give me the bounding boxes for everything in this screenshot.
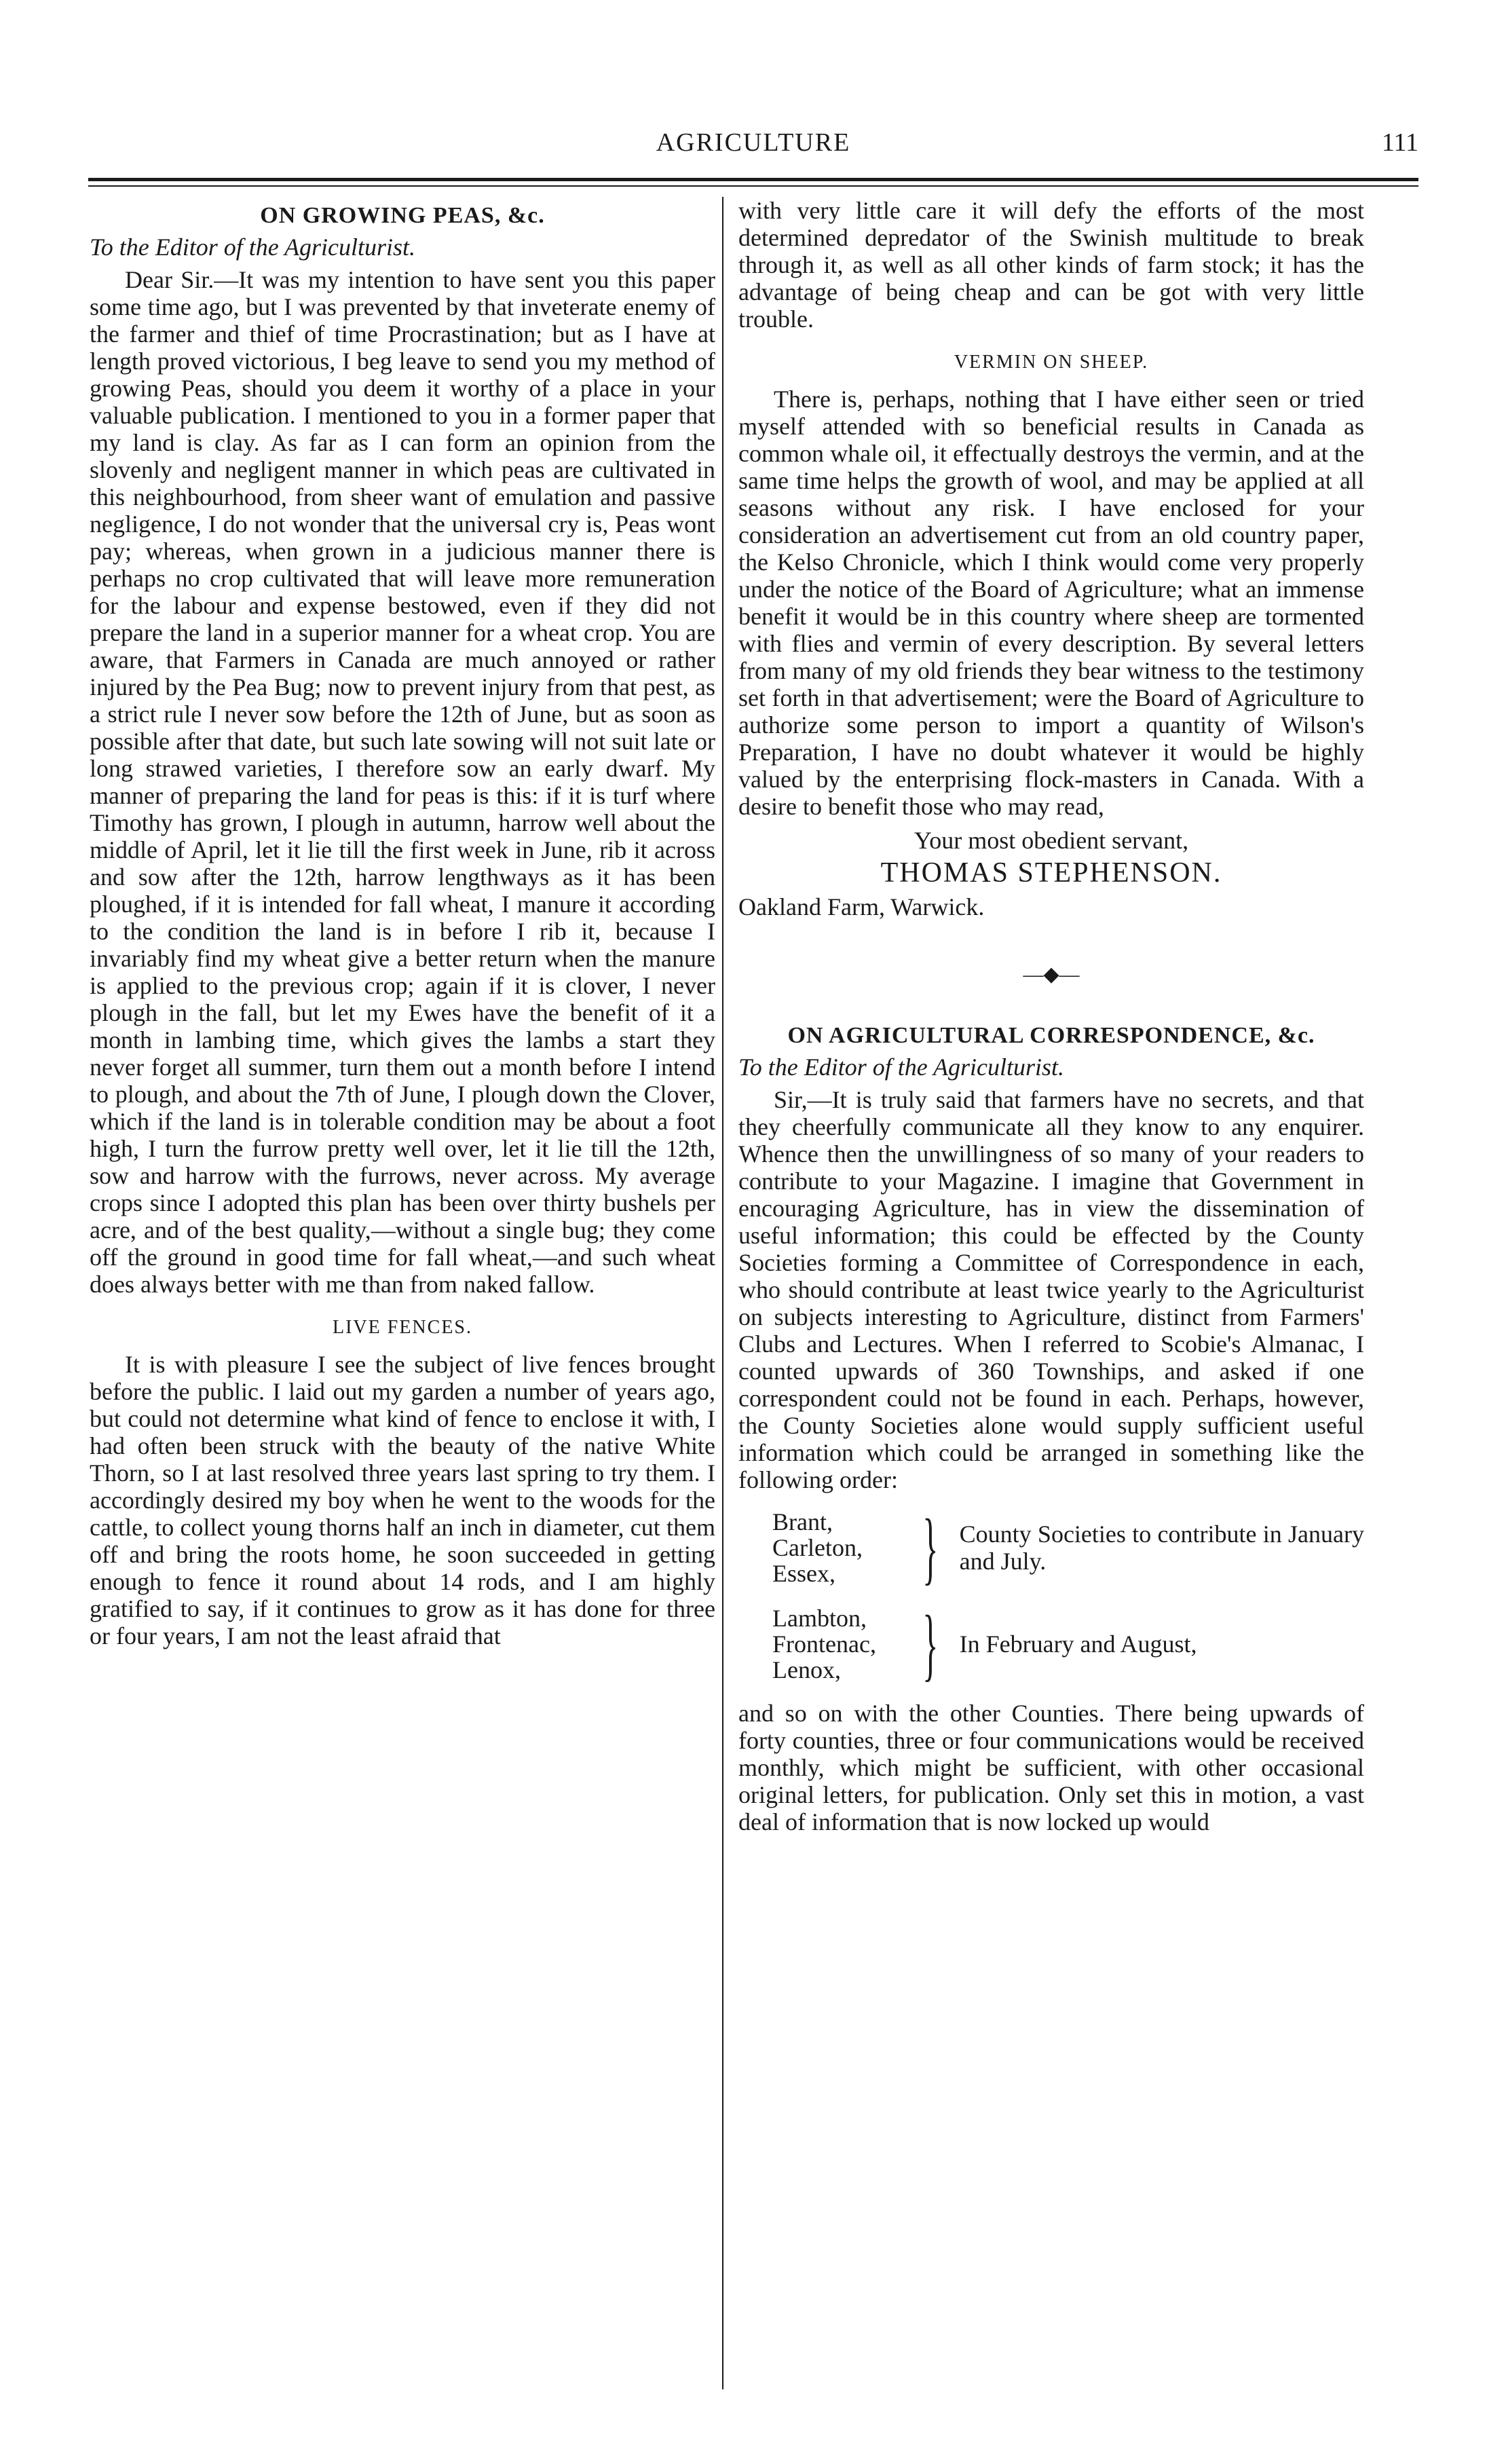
page-number: 111 (1381, 128, 1418, 157)
county-name: Brant, (772, 1508, 833, 1535)
signature: THOMAS STEPHENSON. (880, 857, 1222, 889)
editor-address-2: To the Editor of the Agriculturist. (738, 1053, 1065, 1081)
county-name: Lambton, (772, 1605, 867, 1632)
closing-line: Your most obedient servant, (914, 827, 1189, 854)
brace-icon: } (922, 1502, 939, 1592)
right-column (738, 197, 1364, 1835)
article-body-growing-peas: Dear Sir.—It was my intention to have sent you this paper some time ago, but I was prevented by that inveterate enemy of the farmer and thief of time Procrastination; but as I have at length proved victorious, I beg leave to send you my method of growing Peas, should you deem it worthy of a place in your valuable publication. I mentioned to you in a former paper that my land is clay. As far as I can form an opinion from the slovenly and negligent manner in which peas are cultivated in this neighbourhood, from sheer want of emulation and passive negligence, I do not wonder that the universal cry is, Peas wont pay; whereas, when grown in a judicious manner there is perhaps no crop cultivated that will leave more remuneration for the labour and expense bestowed, even if they did not prepare the land in a superior manner for a wheat crop. You are aware, that Farmers in Canada are much annoyed or rather injured by the Pea Bug; now to prevent injury from that pest, as a strict rule I never sow before the 12th of June, but as soon as possible after that date, but such late sowing will not suit late or long strawed varieties, I therefore sow an early dwarf. My manner of preparing the land for peas is this: if it is turf where Timothy has grown, I plough in autumn, harrow well about the middle of April, let it lie till the first week in June, rib it across and sow after the 12th, harrow lengthways as it has been ploughed, if it is intended for fall wheat, I manure it according to the condition the land is in before I rib it, because I invariably find my wheat give a better return when the manure is applied to the previous crop; again if it is clover, I never plough in the fall, but let my Ewes have the benefit of it a month in lambing time, which gives the lambs a start they never forget all summer, turn them out a month before I intend to plough, and about the 7th of June, I plough down the Clover, which if the land is in tolerable condition may be about a foot high, I turn the furrow pretty well over, let it lie till the 12th, sow and harrow with the furrows, never across. My average crops since I adopted this plan has been over thirty bushels per acre, and of the best quality,—without a single bug; they come off the ground in good time for fall wheat,—and such wheat does always better with me than from naked fallow. (90, 266, 715, 1298)
column-divider (722, 197, 723, 2389)
header-rule (88, 178, 1418, 187)
article-body-correspondence: Sir,—It is truly said that farmers have no secrets, and that they cheerfully communicate all they know to any enquirer. Whence then the unwillingness of so many of your readers to contribute to your Magazine. I imagine that Government in encouraging Agriculture, has in view the dissemination of useful information; this could be effected by the County Societies forming a Committee of Correspondence in each, who should contribute at least twice yearly to the Agriculturist on subjects interesting to Agriculture, distinct from Farmers' Clubs and Lectures. When I referred to Scobie's Almanac, I counted upwards of 360 Townships, and asked if one correspondent could not be found in each. Perhaps, however, the County Societies alone would supply sufficient useful information which could be arranged in something like the following order: (738, 1086, 1364, 1493)
brace-icon: } (922, 1599, 939, 1689)
editor-address: To the Editor of the Agriculturist. (90, 234, 416, 261)
article-body-live-fences: It is with pleasure I see the subject of live fences brought before the public. I laid out my garden a number of years ago, but could not determine what kind of fence to enclose it with, I had often been struck with the beauty of the native White Thorn, so I at last resolved three years last spring to try them. I accordingly desired my boy when he went to the woods for the cattle, to collect young thorns half an inch in diameter, cut them off and bring the roots home, he soon succeeded in getting enough to fence it round about 14 rods, and I am highly gratified to say, if it continues to grow as it has done for three or four years, I am not the least afraid that (90, 1351, 715, 1649)
article-body-correspondence-end: and so on with the other Counties. There being upwards of forty counties, three or four communications would be received monthly, which might be sufficient, with other occasional original letters, for publication. Only set this in motion, a vast deal of information that is now locked up would (738, 1700, 1364, 1835)
article-title-growing-peas: ON GROWING PEAS, &c. (260, 203, 545, 228)
signature-address: Oakland Farm, Warwick. (738, 893, 985, 920)
left-column (90, 197, 715, 1649)
county-name: Frontenac, (772, 1630, 876, 1658)
article-title-correspondence: ON AGRICULTURAL CORRESPONDENCE, &c. (787, 1023, 1315, 1048)
county-group-1-text: County Societies to contribute in January and July. (959, 1520, 1364, 1575)
article-body-vermin-on-sheep: There is, perhaps, nothing that I have either seen or tried myself attended with so beneficial results in Canada as common whale oil, it effectually destroys the vermin, and at the same time helps the growth of wool, and may be applied at all seasons without any risk. I have enclosed for your consideration an advertisement cut from an old country paper, the Kelso Chronicle, which I think would come very properly under the notice of the Board of Agriculture; what an immense benefit it would be in this country where sheep are tormented with flies and vermin of every description. By several letters from many of my old friends they bear witness to the testimony set forth in that advertisement; were the Board of Agriculture to authorize some person to import a quantity of Wilson's Preparation, I have no doubt whatever it would be highly valued by the enterprising flock-masters in Canada. With a desire to benefit those who may read, (738, 386, 1364, 820)
running-title: AGRICULTURE (656, 128, 851, 157)
county-group-2-text: In February and August, (959, 1630, 1197, 1658)
county-group-1 (738, 1502, 1364, 1592)
county-name: Essex, (772, 1560, 835, 1587)
section-ornament: —◆— (1023, 963, 1080, 986)
county-list-1 (738, 1509, 908, 1586)
county-group-2 (738, 1599, 1364, 1689)
article-title-vermin-on-sheep: VERMIN ON SHEEP. (954, 352, 1149, 373)
page-header (88, 128, 1418, 168)
county-list-2 (738, 1605, 908, 1683)
article-title-live-fences: LIVE FENCES. (333, 1317, 472, 1338)
county-schedule (738, 1502, 1364, 1689)
county-name: Carleton, (772, 1534, 863, 1561)
live-fences-continuation: with very little care it will defy the efforts of the most determined depredator of the Swinish multitude to break through it, as well as all other kinds of farm stock; it has the advantage of being cheap and can be got with very little trouble. (738, 197, 1364, 333)
county-name: Lenox, (772, 1656, 841, 1683)
